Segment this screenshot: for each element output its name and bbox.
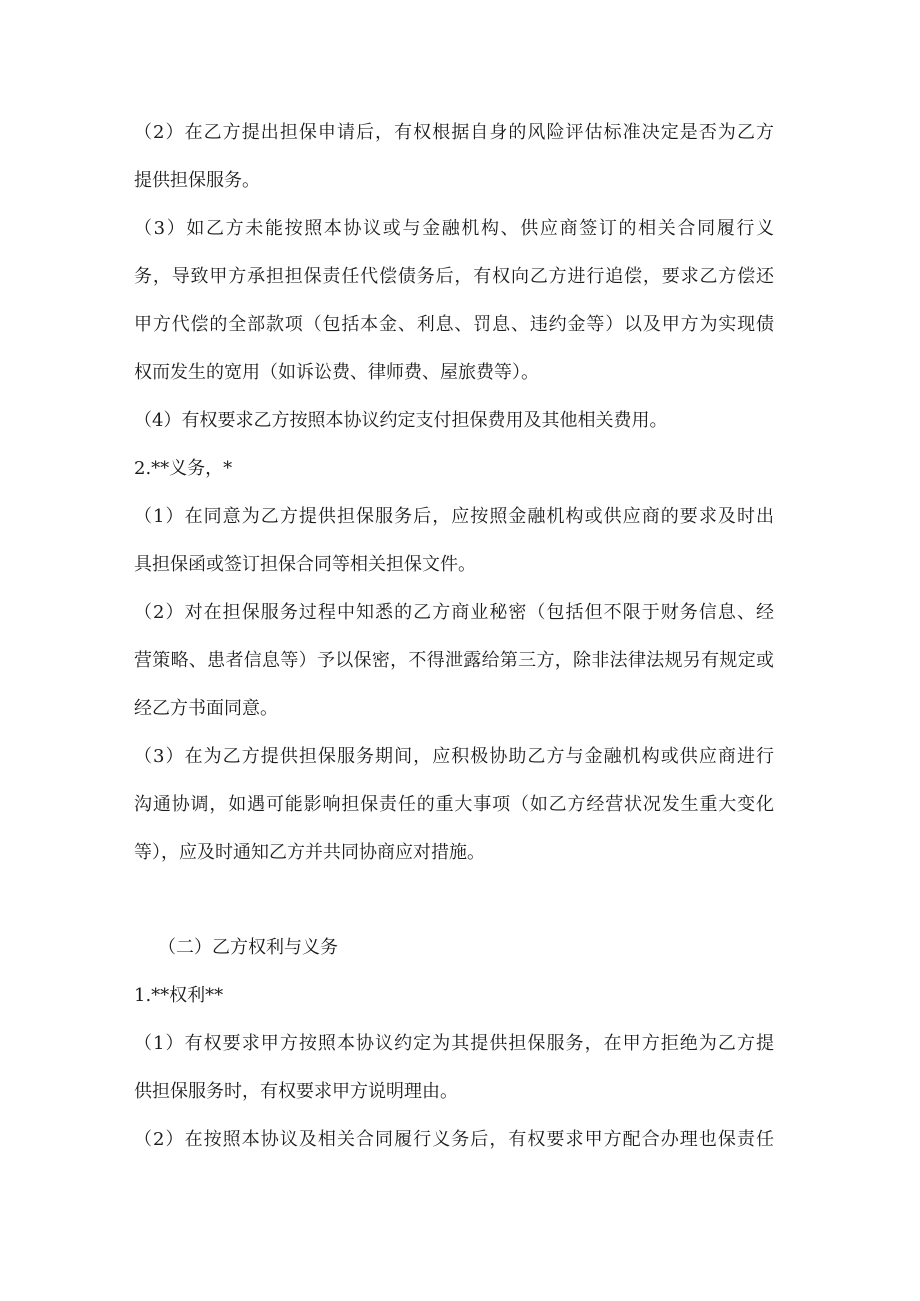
- paragraph-line: （2）在乙方提出担保申请后，有权根据自身的风险评估标准决定是否为乙方: [134, 122, 774, 143]
- section-heading: （二）乙方权利与义务: [158, 937, 338, 958]
- paragraph-line: 提供担保服务。: [134, 170, 260, 191]
- paragraph-line: 甲方代偿的全部款项（包括本金、利息、罚息、违约金等）以及甲方为实现债: [134, 314, 774, 335]
- section-heading: 2.**义务，*: [134, 458, 233, 479]
- paragraph-line: （3）在为乙方提供担保服务期间，应积极协助乙方与金融机构或供应商进行: [134, 746, 774, 767]
- section-heading: 1.**权利**: [134, 985, 224, 1006]
- paragraph-line: 供担保服务时，有权要求甲方说明理由。: [134, 1081, 458, 1102]
- paragraph-line: （2）在按照本协议及相关合同履行义务后，有权要求甲方配合办理也保责任: [134, 1129, 774, 1150]
- paragraph-line: （4）有权要求乙方按照本协议约定支付担保费用及其他相关费用。: [134, 410, 668, 431]
- paragraph-line: 沟通协调，如遇可能影响担保责任的重大事项（如乙方经营状况发生重大变化: [134, 794, 774, 815]
- paragraph-line: 经乙方书面同意。: [134, 698, 278, 719]
- paragraph-line: （2）对在担保服务过程中知悉的乙方商业秘密（包括但不限于财务信息、经: [134, 602, 774, 623]
- paragraph-line: 等），应及时通知乙方并共同协商应对措施。: [134, 842, 485, 863]
- paragraph-line: 具担保函或签订担保合同等相关担保文件。: [134, 554, 476, 575]
- paragraph-line: （1）有权要求甲方按照本协议约定为其提供担保服务，在甲方拒绝为乙方提: [134, 1033, 774, 1054]
- paragraph-line: 营策略、患者信息等）予以保密，不得泄露给第三方，除非法律法规另有规定或: [134, 650, 774, 671]
- paragraph-line: （1）在同意为乙方提供担保服务后，应按照金融机构或供应商的要求及时出: [134, 506, 774, 527]
- paragraph-line: 权而发生的宽用（如诉讼费、律师费、屋旅费等）。: [134, 362, 539, 383]
- paragraph-line: 务，导致甲方承担担保责任代偿债务后，有权向乙方进行追偿，要求乙方偿还: [134, 266, 774, 287]
- paragraph-line: （3）如乙方未能按照本协议或与金融机构、供应商签订的相关合同履行义: [134, 218, 774, 239]
